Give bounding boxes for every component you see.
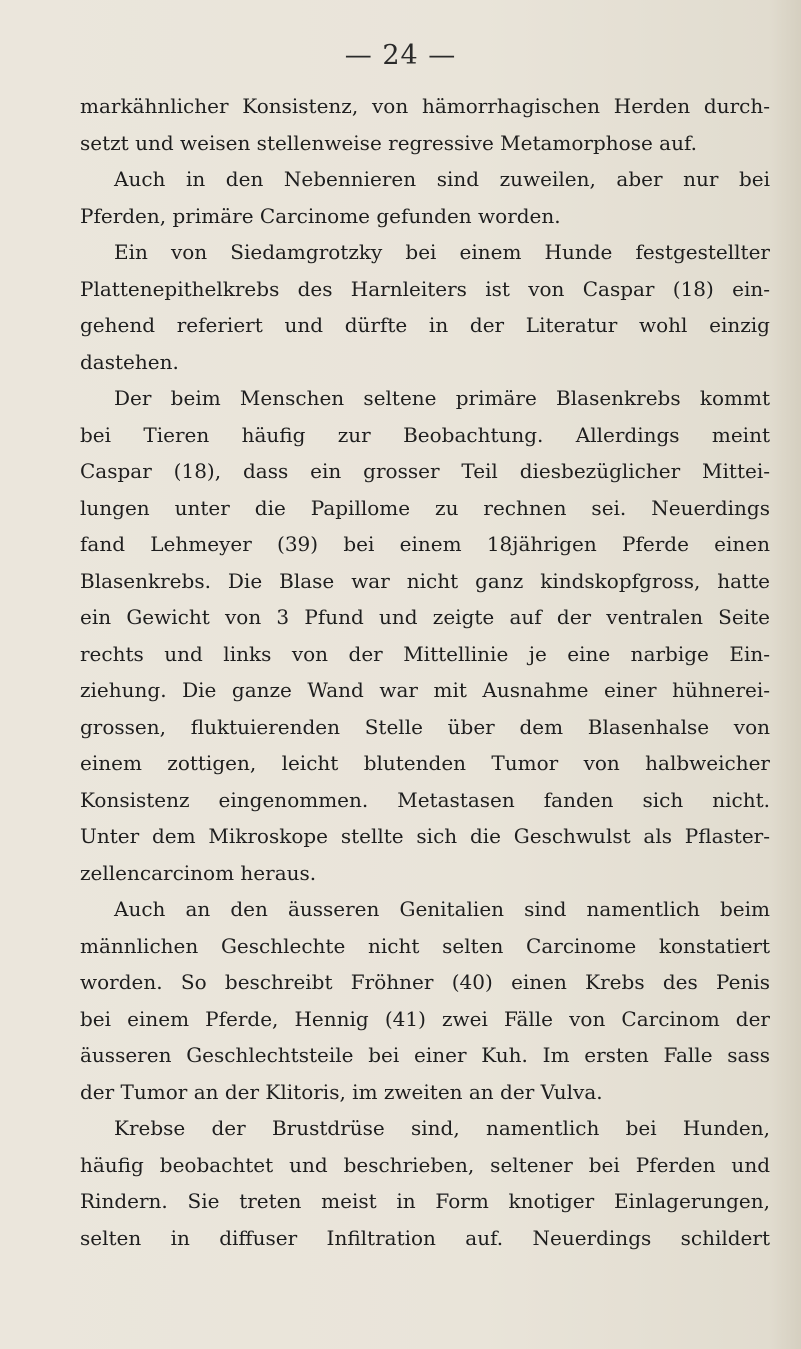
text-line: Plattenepithelkrebs des Harnleiters ist von Caspar (18) ein- [80,276,770,301]
text-line: markähnlicher Konsistenz, von hämorrhagischen Herden durch- [80,94,770,118]
text-line: häufig beobachtet und beschrieben, seltener bei Pferden und [80,1152,770,1177]
text-line: Konsistenz eingenommen. Metastasen fanden sich nicht. [80,787,770,812]
text-line: fand Lehmeyer (39) bei einem 18jährigen Pferde einen [80,532,770,556]
text-line: äusseren Geschlechtsteile bei einer Kuh. Im ersten Falle sass [80,1043,770,1067]
text-line: dastehen. [80,349,179,374]
text-line: ziehung. Die ganze Wand war mit Ausnahme einer hühnerei- [80,678,770,702]
text-line: setzt und weisen stellenweise regressive Metamorphose auf. [80,130,698,155]
text-line: gehend referiert und dürfte in der Literatur wohl einzig [80,313,770,337]
text-line: bei einem Pferde, Hennig (41) zwei Fälle von Carcinom der [80,1006,770,1031]
text-line: grossen, fluktuierenden Stelle über dem Blasenhalse von [80,714,770,739]
text-line: Auch in den Nebennieren sind zuweilen, aber nur bei [114,167,770,191]
text-line: Krebse der Brustdrüse sind, namentlich bei Hunden, [114,1116,770,1140]
text-line: Ein von Siedamgrotzky bei einem Hunde festgestellter [114,240,770,264]
text-line: selten in diffuser Infiltration auf. Neuerdings schildert [80,1225,770,1250]
page-number: — 24 — [344,40,457,71]
text-line: lungen unter die Papillome zu rechnen sei. Neuerdings [80,495,770,520]
text-line: rechts und links von der Mittellinie je eine narbige Ein- [80,641,770,666]
text-line: worden. So beschreibt Fröhner (40) einen Krebs des Penis [80,970,770,994]
text-line: der Tumor an der Klitoris, im zweiten an der Vulva. [80,1079,603,1104]
text-line: Unter dem Mikroskope stellte sich die Geschwulst als Pflaster- [80,824,770,848]
text-line: Blasenkrebs. Die Blase war nicht ganz kindskopfgross, hatte [80,568,770,593]
text-line: männlichen Geschlechte nicht selten Carcinome konstatiert [80,933,770,958]
text-line: bei Tieren häufig zur Beobachtung. Allerdings meint [80,422,770,447]
page-body-text [80,88,770,1256]
text-line: zellencarcinom heraus. [80,860,317,885]
text-line: einem zottigen, leicht blutenden Tumor von halbweicher [80,751,770,775]
text-line: Der beim Menschen seltene primäre Blasenkrebs kommt [114,386,770,410]
text-line: Auch an den äusseren Genitalien sind namentlich beim [114,897,770,921]
text-line: Rindern. Sie treten meist in Form knotiger Einlagerungen, [80,1189,770,1213]
text-line: ein Gewicht von 3 Pfund und zeigte auf der ventralen Seite [80,605,770,629]
text-line: Caspar (18), dass ein grosser Teil diesbezüglicher Mittei- [80,459,770,483]
text-line: Pferden, primäre Carcinome gefunden worden. [80,203,561,228]
